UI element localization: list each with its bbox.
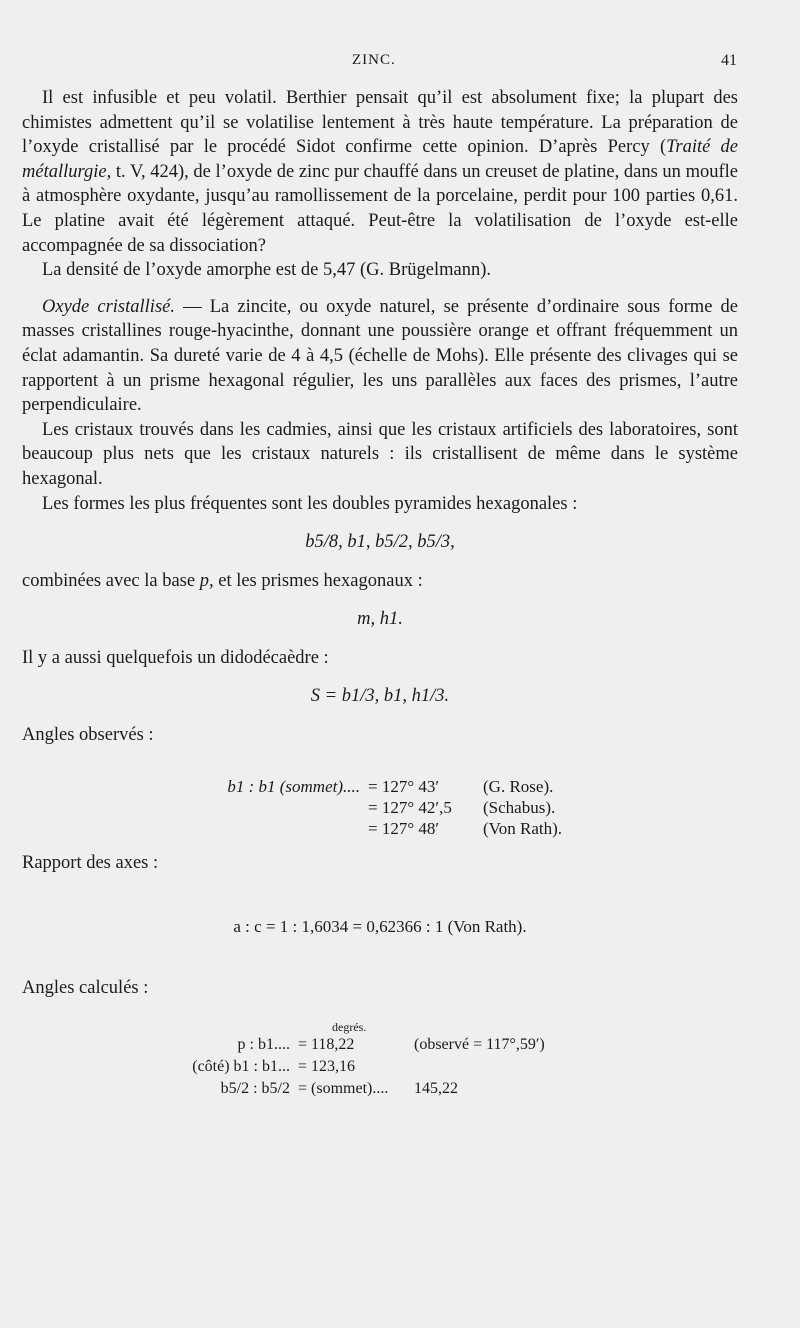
page-body [22,86,738,1100]
paragraph-density: La densité de l’oxyde amorphe est de 5,47 (G. Brügelmann). [42,260,492,281]
table-row: b5/2 : b5/2 = (sommet).... 145,22 [220,1080,458,1098]
running-title: ZINC. [352,52,396,68]
label-calculated-angles: Angles calculés : [22,977,149,998]
formula-prisms: m, h1. [357,609,403,630]
paragraph-combined: combinées avec la base p, et les prismes hexagonaux : [22,570,423,591]
page-header [0,52,800,76]
paragraph-forms: Les formes les plus fréquentes sont les doubles pyramides hexagonales : [42,493,578,514]
table-row: = 127° 48′ (Von Rath). [368,818,563,838]
table-row: (côté) b1 : b1... = 123,16 [192,1058,356,1076]
paragraph-didodecahedron: Il y a aussi quelquefois un didodécaèdre : [22,647,329,668]
observed-angles-table [22,776,738,839]
table-row: = 127° 42′,5 (Schabus). [368,797,556,817]
table-row: p : b1.... = 118,22 (observé = 117°,59′) [237,1036,545,1054]
label-observed-angles: Angles observés : [22,725,154,746]
paragraph-crystallized-oxide: Oxyde cristallisé. — La zincite, ou oxyde naturel, se présente d’ordinaire sous forme de masses cristallines rouge-hyacinthe, donnant une poussière orange et offrant fréquemment un éclat adamantin. Sa dureté varie de 4 à 4,5 (échelle de Mohs). Elle présente des clivages qui se rapportent à un prisme hexagonal régulier, les uns parallèles aux faces des prismes, l’autre perpendiculaire. [22,296,738,416]
calculated-angles-table [22,1020,738,1100]
unit-header: degrés. [332,1020,367,1035]
page-number: 41 [721,52,737,69]
section-heading: Oxyde cristallisé. [42,296,175,317]
label-axes-ratio: Rapport des axes : [22,852,159,873]
paragraph-cadmies: Les cristaux trouvés dans les cadmies, ainsi que les cristaux artificiels des laboratoires, sont beaucoup plus nets que les cristaux naturels : ils cristallisent de même dans le système hexagonal. [22,419,738,489]
table-row: b1 : b1 (sommet).... = 127° 43′ (G. Rose). [227,776,554,796]
axes-ratio: a : c = 1 : 1,6034 = 0,62366 : 1 (Von Rath). [233,917,527,937]
formula-didodecahedron: S = b1/3, b1, h1/3. [310,686,450,707]
formula-pyramids: b5/8, b1, b5/2, b5/3, [305,532,455,553]
paragraph-volatility: Il est infusible et peu volatil. Berthier pensait qu’il est absolument fixe; la plupart des chimistes admettent qu’il se volatilise lentement à très haute température. La préparation de l’oxyde cristallisé par le procédé Sidot confirme cette opinion. D’après Percy (Traité de métallurgie, t. V, 424), de l’oxyde de zinc pur chauffé dans un creuset de platine, dans un moufle à atmosphère oxydante, jusqu’au ramollissement de la porcelaine, perdit pour 100 parties 0,61. Le platine avait été légèrement attaqué. Peut-être la volatilisation de l’oxyde est-elle accompagnée de sa dissociation? [22,88,739,256]
